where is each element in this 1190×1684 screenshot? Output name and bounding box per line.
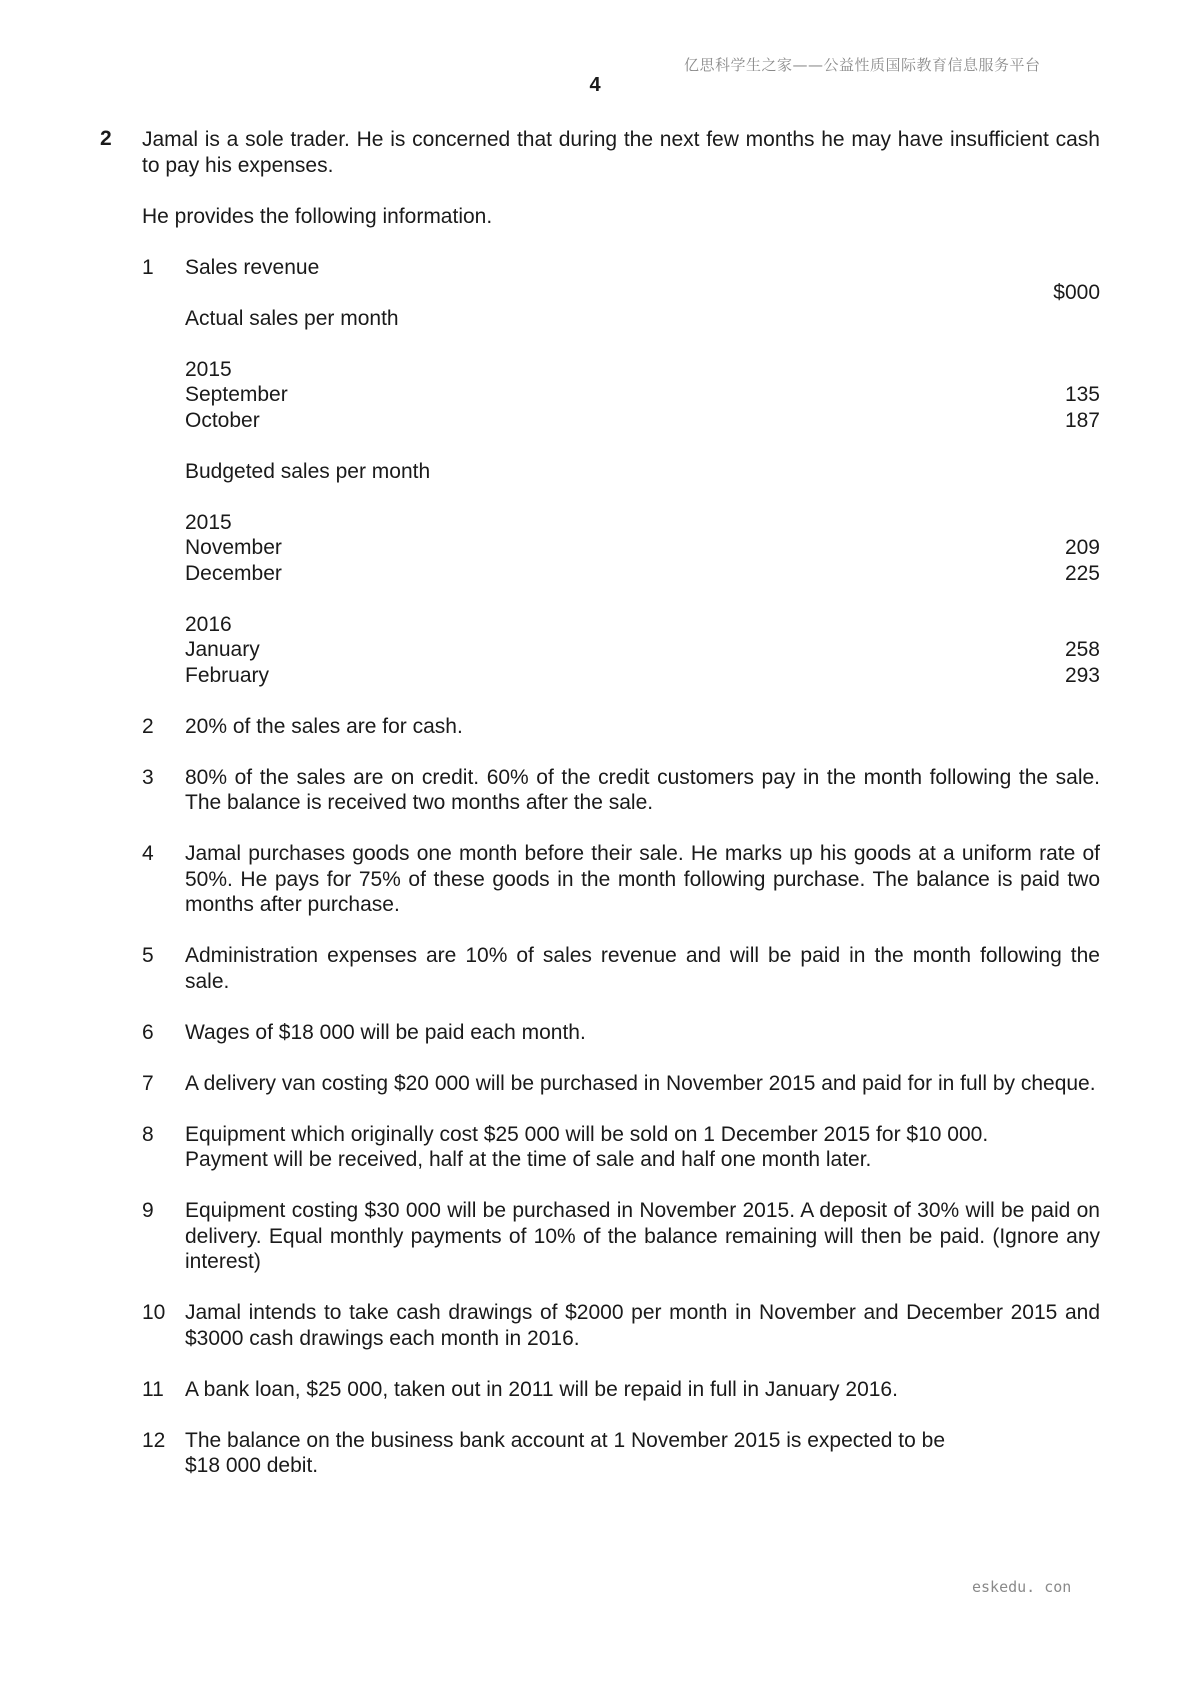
item-number: 9 bbox=[142, 1199, 154, 1222]
info-item-7 bbox=[142, 1071, 1100, 1097]
info-item-11 bbox=[142, 1377, 1100, 1403]
info-item-12 bbox=[142, 1428, 1100, 1479]
sales-value: 135 bbox=[1064, 383, 1100, 406]
sales-month: November bbox=[185, 536, 282, 559]
item-text bbox=[185, 1428, 1100, 1479]
page-number: 4 bbox=[589, 74, 601, 96]
sales-value: 225 bbox=[1064, 561, 1100, 585]
sales-row bbox=[185, 408, 1100, 434]
sales-title: Sales revenue bbox=[185, 255, 320, 279]
item-number: 7 bbox=[142, 1071, 154, 1095]
item-number: 6 bbox=[142, 1020, 154, 1044]
sales-value: 209 bbox=[1064, 536, 1100, 559]
actual-sales-heading: Actual sales per month bbox=[185, 306, 399, 330]
question-number: 2 bbox=[100, 127, 112, 150]
info-item-2 bbox=[142, 714, 1100, 740]
sales-row bbox=[185, 637, 1100, 663]
info-item-1 bbox=[142, 255, 1100, 689]
info-item-5 bbox=[142, 943, 1100, 994]
budgeted-sales-heading: Budgeted sales per month bbox=[185, 459, 431, 483]
header-watermark: 亿思科学生之家——公益性质国际教育信息服务平台 bbox=[684, 56, 1041, 74]
item-number: 11 bbox=[142, 1377, 164, 1401]
item-text: 80% of the sales are on credit. 60% of the credit customers pay in the month following the sale. The balance is received two months after the sale. bbox=[185, 765, 1100, 814]
item-text: Equipment costing $30 000 will be purchased in November 2015. A deposit of 30% will be paid on delivery. Equal monthly payments of 10% of the balance remaining will then be paid. (Ignore any interest) bbox=[185, 1199, 1100, 1273]
item-number: 3 bbox=[142, 765, 154, 789]
sales-month: February bbox=[185, 663, 270, 687]
sales-row bbox=[185, 535, 1100, 561]
item-text-line: The balance on the business bank account at 1 November 2015 is expected to be bbox=[185, 1428, 945, 1452]
sales-row bbox=[185, 561, 1100, 587]
item-text-line: Equipment which originally cost $25 000 will be sold on 1 December 2015 for $10 000. bbox=[185, 1122, 989, 1146]
info-item-4 bbox=[142, 841, 1100, 918]
item-number: 5 bbox=[142, 944, 154, 967]
actual-year: 2015 bbox=[185, 357, 232, 381]
item-number: 8 bbox=[142, 1122, 154, 1146]
unit-row bbox=[185, 280, 1100, 306]
sales-row bbox=[185, 382, 1100, 408]
item-text: Wages of $18 000 will be paid each month. bbox=[185, 1020, 586, 1044]
item-text-line: Payment will be received, half at the time of sale and half one month later. bbox=[185, 1148, 872, 1171]
sales-row bbox=[185, 663, 1100, 689]
budget-year-2015: 2015 bbox=[185, 510, 232, 534]
info-item-8 bbox=[142, 1122, 1100, 1173]
item-number: 4 bbox=[142, 842, 154, 865]
item-text-line: $18 000 debit. bbox=[185, 1454, 319, 1477]
sales-value: 293 bbox=[1064, 663, 1100, 687]
info-item-3 bbox=[142, 765, 1100, 816]
question-content bbox=[142, 127, 1100, 1504]
sales-month: January bbox=[185, 638, 260, 661]
item-text: Administration expenses are 10% of sales revenue and will be paid in the month following the sale. bbox=[185, 944, 1100, 993]
item-number: 10 bbox=[142, 1301, 166, 1324]
item-number: 12 bbox=[142, 1428, 166, 1452]
question-provides: He provides the following information. bbox=[142, 204, 493, 228]
sales-value: 258 bbox=[1064, 638, 1100, 661]
item-text: A bank loan, $25 000, taken out in 2011 will be repaid in full in January 2016. bbox=[185, 1377, 898, 1401]
sales-revenue-block bbox=[185, 255, 1100, 689]
sales-title-row bbox=[185, 255, 1100, 281]
budget-year-2016: 2016 bbox=[185, 612, 232, 636]
item-text: A delivery van costing $20 000 will be purchased in November 2015 and paid for in full by cheque. bbox=[185, 1071, 1096, 1095]
info-item-6 bbox=[142, 1020, 1100, 1046]
sales-value: 187 bbox=[1064, 408, 1100, 432]
item-text bbox=[185, 1122, 1100, 1173]
item-number: 1 bbox=[142, 255, 154, 279]
item-number: 2 bbox=[142, 714, 154, 738]
sales-month: December bbox=[185, 561, 282, 585]
item-text: 20% of the sales are for cash. bbox=[185, 714, 463, 738]
sales-month: September bbox=[185, 383, 288, 406]
unit-label: $000 bbox=[1053, 281, 1100, 304]
item-text: Jamal intends to take cash drawings of $2000 per month in November and December 2015 and $3000 cash drawings each month in 2016. bbox=[185, 1301, 1100, 1350]
sales-month: October bbox=[185, 408, 260, 432]
info-item-10 bbox=[142, 1300, 1100, 1351]
footer-watermark: eskedu. con bbox=[972, 1578, 1072, 1596]
question-intro: Jamal is a sole trader. He is concerned that during the next few months he may have insufficient cash to pay his expenses. bbox=[142, 128, 1100, 177]
info-item-9 bbox=[142, 1198, 1100, 1275]
item-text: Jamal purchases goods one month before their sale. He marks up his goods at a uniform rate of 50%. He pays for 75% of these goods in the month following purchase. The balance is paid two months after purchase. bbox=[185, 842, 1100, 916]
